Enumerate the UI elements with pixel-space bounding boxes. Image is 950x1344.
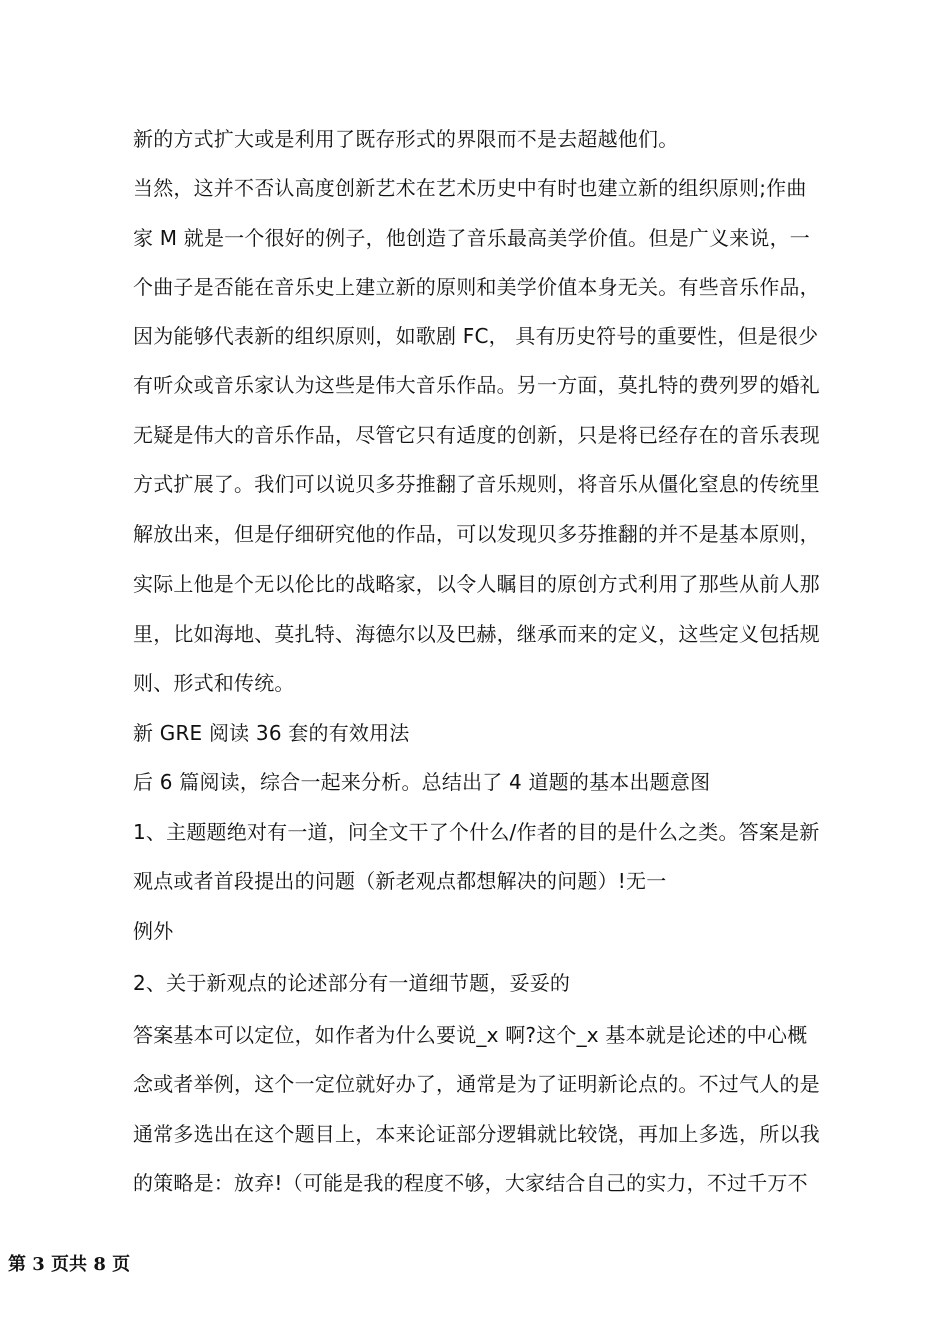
text-line: 的策略是：放弃!（可能是我的程度不够，大家结合自己的实力，不过千万不 xyxy=(133,1171,808,1195)
text-line: 里，比如海地、莫扎特、海德尔以及巴赫，继承而来的定义，这些定义包括规 xyxy=(133,622,820,646)
text-line: 方式扩展了。我们可以说贝多芬推翻了音乐规则，将音乐从僵化窒息的传统里 xyxy=(133,472,820,496)
text-line: 解放出来，但是仔细研究他的作品，可以发现贝多芬推翻的并不是基本原则， xyxy=(133,522,820,546)
page-number-footer: 第 3 页共 8 页 xyxy=(8,1254,131,1275)
text-line: 答案基本可以定位，如作者为什么要说_x 啊?这个_x 基本就是论述的中心概 xyxy=(133,1023,808,1047)
text-line: 无疑是伟大的音乐作品，尽管它只有适度的创新，只是将已经存在的音乐表现 xyxy=(133,423,820,447)
text-line: 例外 xyxy=(133,919,174,943)
text-line: 实际上他是个无以伦比的战略家，以令人瞩目的原创方式利用了那些从前人那 xyxy=(133,572,820,596)
text-line: 因为能够代表新的组织原则，如歌剧 FC， 具有历史符号的重要性，但是很少 xyxy=(133,324,819,348)
text-line: 后 6 篇阅读，综合一起来分析。总结出了 4 道题的基本出题意图 xyxy=(133,770,711,794)
text-line: 观点或者首段提出的问题（新老观点都想解决的问题）!无一 xyxy=(133,869,667,893)
text-line: 当然，这并不否认高度创新艺术在艺术历史中有时也建立新的组织原则;作曲 xyxy=(133,176,807,200)
text-line: 有听众或音乐家认为这些是伟大音乐作品。另一方面，莫扎特的费列罗的婚礼 xyxy=(133,373,820,397)
text-line: 2、关于新观点的论述部分有一道细节题，妥妥的 xyxy=(133,971,571,995)
text-line: 则、形式和传统。 xyxy=(133,671,295,695)
text-line: 念或者举例，这个一定位就好办了，通常是为了证明新论点的。不过气人的是 xyxy=(133,1072,820,1096)
text-line: 家 M 就是一个很好的例子，他创造了音乐最高美学价值。但是广义来说，一 xyxy=(133,226,810,250)
text-line: 通常多选出在这个题目上，本来论证部分逻辑就比较饶，再加上多选，所以我 xyxy=(133,1122,820,1146)
text-line: 1、主题题绝对有一道，问全文干了个什么/作者的目的是什么之类。答案是新 xyxy=(133,820,820,844)
text-line: 个曲子是否能在音乐史上建立新的原则和美学价值本身无关。有些音乐作品， xyxy=(133,275,820,299)
section-heading: 新 GRE 阅读 36 套的有效用法 xyxy=(133,721,410,745)
text-line: 新的方式扩大或是利用了既存形式的界限而不是去超越他们。 xyxy=(133,127,679,151)
